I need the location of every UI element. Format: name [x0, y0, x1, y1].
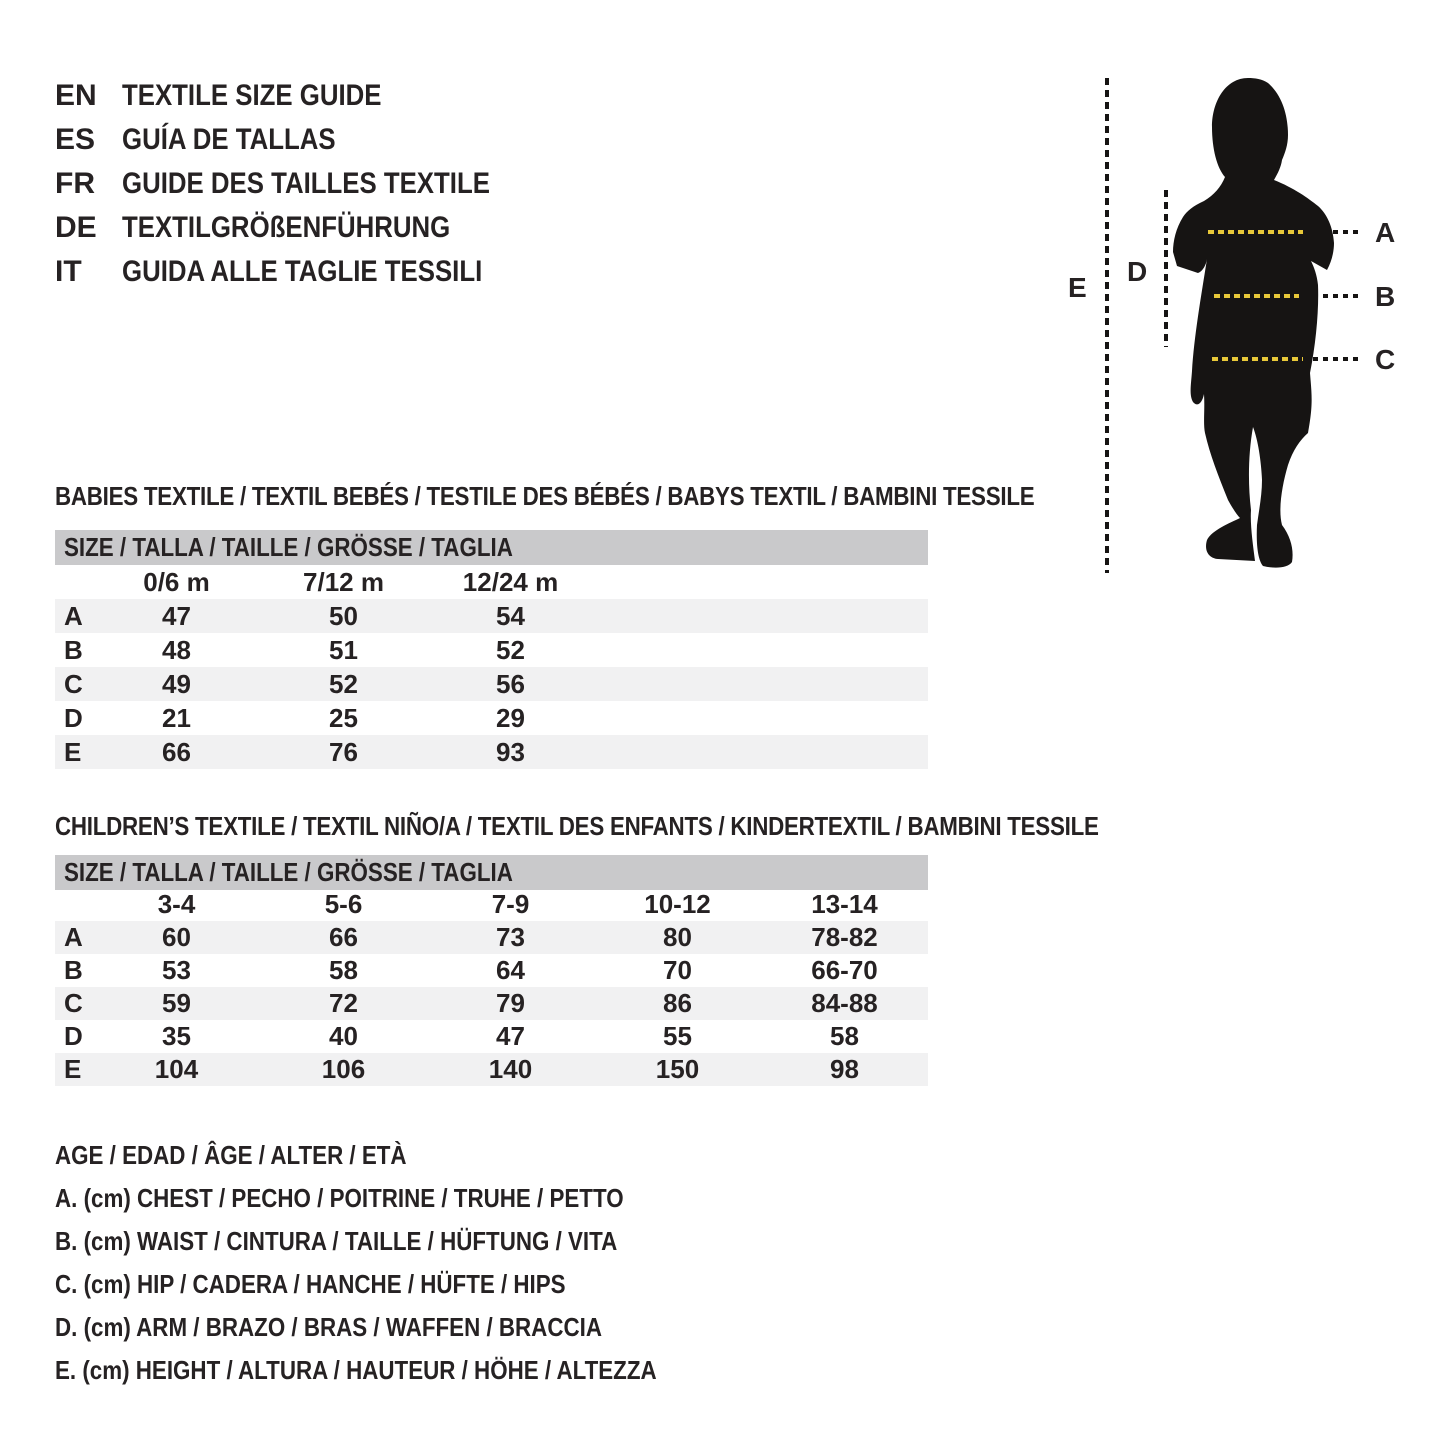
column-header: 7-9	[491, 889, 530, 919]
size-header-label: SIZE / TALLA / TAILLE / GRÖSSE / TAGLIA	[64, 857, 513, 887]
legend-age: AGE / EDAD / ÂGE / ALTER / ETÀ	[55, 1140, 407, 1170]
size-columns-row	[55, 888, 928, 921]
cell-value: 60	[162, 922, 191, 952]
cell-value: 29	[496, 702, 525, 733]
table-row-d	[55, 1020, 928, 1053]
language-code: ES	[55, 123, 96, 156]
measure-label-d: D	[1127, 256, 1148, 287]
row-label: A	[64, 922, 83, 952]
column-header: 5-6	[324, 889, 363, 919]
table-row-d	[55, 701, 928, 735]
row-label: D	[64, 702, 83, 733]
column-header: 7/12 m	[303, 566, 384, 597]
cell-value: 50	[329, 600, 358, 631]
childrens-textile-section	[55, 811, 1099, 1084]
cell-value: 54	[496, 600, 525, 631]
column-header: 0/6 m	[143, 566, 210, 597]
cell-value: 52	[329, 668, 358, 699]
cell-value: 58	[329, 955, 358, 985]
cell-value: 56	[496, 668, 525, 699]
table-row-c	[55, 987, 928, 1020]
column-header: 10-12	[644, 889, 711, 919]
babies-textile-section	[55, 481, 1035, 767]
cell-value: 47	[162, 600, 191, 631]
measurement-legend	[55, 1134, 755, 1392]
size-header-label: SIZE / TALLA / TAILLE / GRÖSSE / TAGLIA	[64, 532, 513, 562]
cell-value: 72	[329, 988, 358, 1018]
measure-label-c: C	[1375, 344, 1396, 375]
row-label: D	[64, 1021, 83, 1051]
table-row-e	[55, 735, 928, 769]
cell-value: 40	[329, 1021, 358, 1051]
table-row-e	[55, 1053, 928, 1086]
childrens-table-title: CHILDREN’S TEXTILE / TEXTIL NIÑO/A / TEXTIL DES ENFANTS / KINDERTEXTIL / BAMBINI TESSILE	[55, 811, 1099, 841]
cell-value: 104	[154, 1054, 199, 1084]
cell-value: 52	[496, 634, 525, 665]
cell-value: 48	[162, 634, 191, 665]
language-code: DE	[55, 211, 97, 244]
legend-height: E. (cm) HEIGHT / ALTURA / HAUTEUR / HÖHE / ALTEZZA	[55, 1355, 657, 1385]
table-row-a	[55, 599, 928, 633]
waist-line-b	[1214, 294, 1299, 298]
height-measure-line-e	[1105, 78, 1109, 573]
cell-value: 93	[496, 736, 525, 767]
legend-hip: C. (cm) HIP / CADERA / HANCHE / HÜFTE / HIPS	[55, 1269, 566, 1299]
cell-value: 59	[162, 988, 191, 1018]
cell-value: 140	[488, 1054, 533, 1084]
measure-label-b: B	[1375, 281, 1396, 312]
guide-title-fr: GUIDE DES TAILLES TEXTILE	[122, 167, 490, 200]
cell-value: 150	[655, 1054, 700, 1084]
table-row-a	[55, 921, 928, 954]
row-label: C	[64, 988, 83, 1018]
table-row-b	[55, 954, 928, 987]
language-row-de	[55, 206, 550, 250]
cell-value: 64	[496, 955, 525, 985]
cell-value: 79	[496, 988, 525, 1018]
language-row-fr	[55, 162, 550, 206]
cell-value: 66-70	[811, 955, 878, 985]
cell-value: 84-88	[811, 988, 878, 1018]
table-row-c	[55, 667, 928, 701]
babies-size-header-bar	[55, 530, 928, 565]
legend-chest: A. (cm) CHEST / PECHO / POITRINE / TRUHE / PETTO	[55, 1183, 624, 1213]
measure-label-a: A	[1375, 217, 1396, 248]
language-row-es	[55, 118, 550, 162]
hip-line-c	[1212, 357, 1303, 361]
cell-value: 21	[162, 702, 191, 733]
cell-value: 53	[162, 955, 191, 985]
row-label: B	[64, 955, 83, 985]
column-header: 13-14	[811, 889, 878, 919]
cell-value: 49	[162, 668, 191, 699]
column-header: 12/24 m	[462, 566, 559, 597]
cell-value: 78-82	[811, 922, 878, 952]
language-code: EN	[55, 79, 97, 112]
guide-title-it: GUIDA ALLE TAGLIE TESSILI	[122, 255, 483, 288]
babies-size-table	[55, 565, 928, 769]
chest-line-a	[1208, 230, 1303, 234]
child-silhouette	[1160, 75, 1345, 575]
guide-title-es: GUÍA DE TALLAS	[122, 123, 336, 156]
cell-value: 58	[830, 1021, 859, 1051]
language-title-list	[55, 74, 550, 294]
language-row-en	[55, 74, 550, 118]
cell-value: 35	[162, 1021, 191, 1051]
cell-value: 66	[162, 736, 191, 767]
row-label: B	[64, 634, 83, 665]
cell-value: 73	[496, 922, 525, 952]
guide-title-de: TEXTILGRÖßENFÜHRUNG	[122, 211, 451, 244]
cell-value: 106	[321, 1054, 366, 1084]
cell-value: 25	[329, 702, 358, 733]
cell-value: 51	[329, 634, 358, 665]
row-label: E	[64, 736, 82, 767]
measurement-figure	[1060, 70, 1445, 600]
cell-value: 66	[329, 922, 358, 952]
language-row-it	[55, 250, 550, 294]
row-label: A	[64, 600, 83, 631]
cell-value: 98	[830, 1054, 859, 1084]
row-label: E	[64, 1054, 82, 1084]
column-header: 3-4	[157, 889, 196, 919]
childrens-size-header-bar	[55, 855, 928, 890]
language-code: FR	[55, 167, 95, 200]
row-label: C	[64, 668, 83, 699]
cell-value: 70	[663, 955, 692, 985]
cell-value: 86	[663, 988, 692, 1018]
language-code: IT	[55, 255, 82, 288]
table-row-b	[55, 633, 928, 667]
guide-title-en: TEXTILE SIZE GUIDE	[122, 79, 382, 112]
legend-arm: D. (cm) ARM / BRAZO / BRAS / WAFFEN / BRACCIA	[55, 1312, 602, 1342]
childrens-size-table	[55, 888, 928, 1086]
cell-value: 47	[496, 1021, 525, 1051]
measure-label-e: E	[1068, 272, 1087, 303]
cell-value: 80	[663, 922, 692, 952]
babies-table-title: BABIES TEXTILE / TEXTIL BEBÉS / TESTILE DES BÉBÉS / BABYS TEXTIL / BAMBINI TESSILE	[55, 481, 1035, 511]
size-columns-row	[55, 565, 928, 599]
cell-value: 76	[329, 736, 358, 767]
cell-value: 55	[663, 1021, 692, 1051]
legend-waist: B. (cm) WAIST / CINTURA / TAILLE / HÜFTUNG / VITA	[55, 1226, 618, 1256]
